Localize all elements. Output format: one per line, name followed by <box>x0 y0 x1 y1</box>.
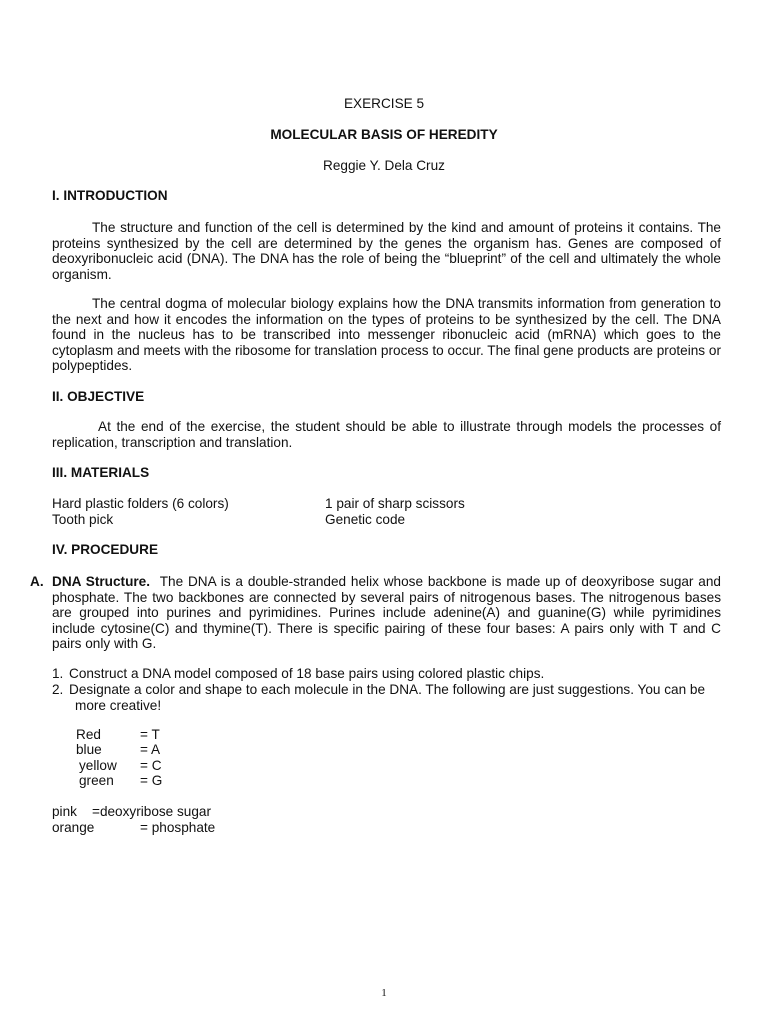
section-a-marker: A. <box>30 574 44 589</box>
section-a-text: The DNA is a double-stranded helix whose backbone is made up of deoxyribose sugar and phosphate. The two backbones are connected by several pairs of nitrogenous bases. The nitrogenous bases are grouped into purines and pyrimidines. Purines include adenine(A) and guanine(G) while pyrimidines include cytosine(C) and thymine(T). There is specific pairing of these four bases: A pairs only with T and C pairs only with G. <box>52 574 721 651</box>
section-a-paragraph <box>52 574 721 652</box>
document-title: MOLECULAR BASIS OF HEREDITY <box>270 127 498 142</box>
procedure-heading: IV. PROCEDURE <box>52 542 159 557</box>
color-name: orange <box>52 820 95 835</box>
step-text: Construct a DNA model composed of 18 base pairs using colored plastic chips. <box>69 666 545 681</box>
materials-right-column <box>325 496 465 527</box>
color-value: = T <box>140 727 160 742</box>
materials-left-column <box>52 496 229 527</box>
color-value: = phosphate <box>140 820 216 835</box>
introduction-heading: I. INTRODUCTION <box>52 188 168 203</box>
color-name: blue <box>76 742 102 757</box>
step-number: 2. <box>52 682 64 697</box>
color-value: = C <box>140 758 162 773</box>
objective-heading: II. OBJECTIVE <box>52 389 145 404</box>
color-name: Red <box>76 727 101 742</box>
material-item: 1 pair of sharp scissors <box>325 496 465 511</box>
color-name: green <box>79 773 114 788</box>
color-value: = G <box>140 773 163 788</box>
color-name: pink <box>52 804 77 819</box>
introduction-paragraph-2: The central dogma of molecular biology explains how the DNA transmits information from generation to the next and how it encodes the information on the types of proteins to be synthesized by the cell. The DNA found in the nucleus has to be transcribed into messenger ribonucleic acid (mRNA) which goes to the cytoplasm and meets with the ribosome for translation process to occur. The final gene products are proteins or polypeptides. <box>52 296 721 373</box>
material-item: Tooth pick <box>52 511 114 527</box>
exercise-label: EXERCISE 5 <box>343 96 425 111</box>
section-a-title: DNA Structure. <box>52 574 150 589</box>
color-name: yellow <box>79 758 117 773</box>
material-item: Genetic code <box>325 511 406 527</box>
color-value: =deoxyribose sugar <box>92 804 212 819</box>
author-name: Reggie Y. Dela Cruz <box>323 158 445 173</box>
introduction-paragraph-1: The structure and function of the cell is determined by the kind and amount of proteins it contains. The proteins synthesized by the cell are determined by the genes the organism has. Genes are composed of deoxyribonucleic acid (DNA). The DNA has the role of being the “blueprint” of the cell and ultimately the whole organism. <box>52 220 721 282</box>
page-number: 1 <box>381 987 387 999</box>
objective-paragraph: At the end of the exercise, the student should be able to illustrate through models the processes of replication, transcription and translation. <box>52 419 721 450</box>
materials-heading: III. MATERIALS <box>52 465 150 480</box>
step-text: Designate a color and shape to each molecule in the DNA. The following are just suggestions. You can be more creative! <box>69 682 706 713</box>
step-number: 1. <box>52 666 64 681</box>
color-value: = A <box>140 742 161 757</box>
material-item: Hard plastic folders (6 colors) <box>52 496 229 511</box>
